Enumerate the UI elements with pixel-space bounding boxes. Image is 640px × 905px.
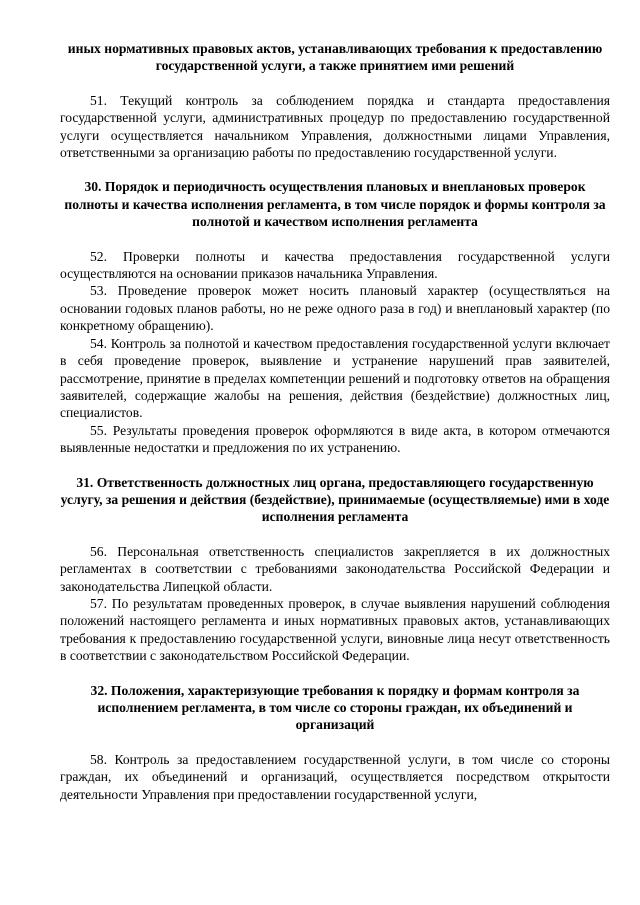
paragraph-52: 52. Проверки полноты и качества предоставления государственной услуги осуществляются на основании приказов начальника Управления. [60, 248, 610, 282]
section-heading-continued: иных нормативных правовых актов, устанавливающих требования к предоставлению государственной услуги, а также принятием ими решений [67, 41, 603, 74]
paragraph-54: 54. Контроль за полнотой и качеством предоставления государственной услуги включает в себя проведение проверок, выявление и устранение нарушений прав заявителей, рассмотрение, принятие в пределах компетенции решений и подготовку ответов на обращения заявителей, содержащие жалобы на решения, действия (бездействие) должностных лиц, специалистов. [60, 335, 610, 421]
paragraph-58: 58. Контроль за предоставлением государственной услуги, в том числе со стороны граждан, их объединений и организаций, осуществляется посредством открытости деятельности Управления при предоставлении государственной услуги, [60, 751, 610, 802]
section-heading-31: 31. Ответственность должностных лиц органа, предоставляющего государственную услугу, за решения и действия (бездействие), принимаемые (осуществляемые) ими в ходе исполнения регламента [60, 474, 610, 525]
section-heading-32: 32. Положения, характеризующие требования к порядку и формам контроля за исполнением регламента, в том числе со стороны граждан, их объединений и организаций [90, 682, 580, 733]
document-content [60, 40, 610, 803]
section-heading-30: 30. Порядок и периодичность осуществления плановых и внеплановых проверок полноты и качества исполнения регламента, в том числе порядок и формы контроля за полнотой и качеством исполнения регламента [64, 179, 606, 230]
paragraph-57: 57. По результатам проведенных проверок, в случае выявления нарушений соблюдения положений настоящего регламента и иных нормативных правовых актов, устанавливающих требования к предоставлению государственной услуги, виновные лица несут ответственность в соответствии с законодательством Российской Федерации. [60, 595, 610, 664]
paragraph-51: 51. Текущий контроль за соблюдением порядка и стандарта предоставления государственной услуги, административных процедур по предоставлению государственной услуги осуществляется начальником Управления, должностными лицами Управления, ответственными за организацию работы по предоставлению государственной услуги. [60, 92, 610, 161]
paragraph-56: 56. Персональная ответственность специалистов закрепляется в их должностных регламентах в соответствии с требованиями законодательства Российской Федерации и законодательства Липецкой области. [60, 543, 610, 594]
paragraph-53: 53. Проведение проверок может носить плановый характер (осуществляться на основании годовых планов работы, но не реже одного раза в год) и внеплановый характер (по конкретному обращению). [60, 283, 610, 334]
paragraph-55: 55. Результаты проведения проверок оформляются в виде акта, в котором отмечаются выявленные недостатки и предложения по их устранению. [60, 422, 610, 456]
